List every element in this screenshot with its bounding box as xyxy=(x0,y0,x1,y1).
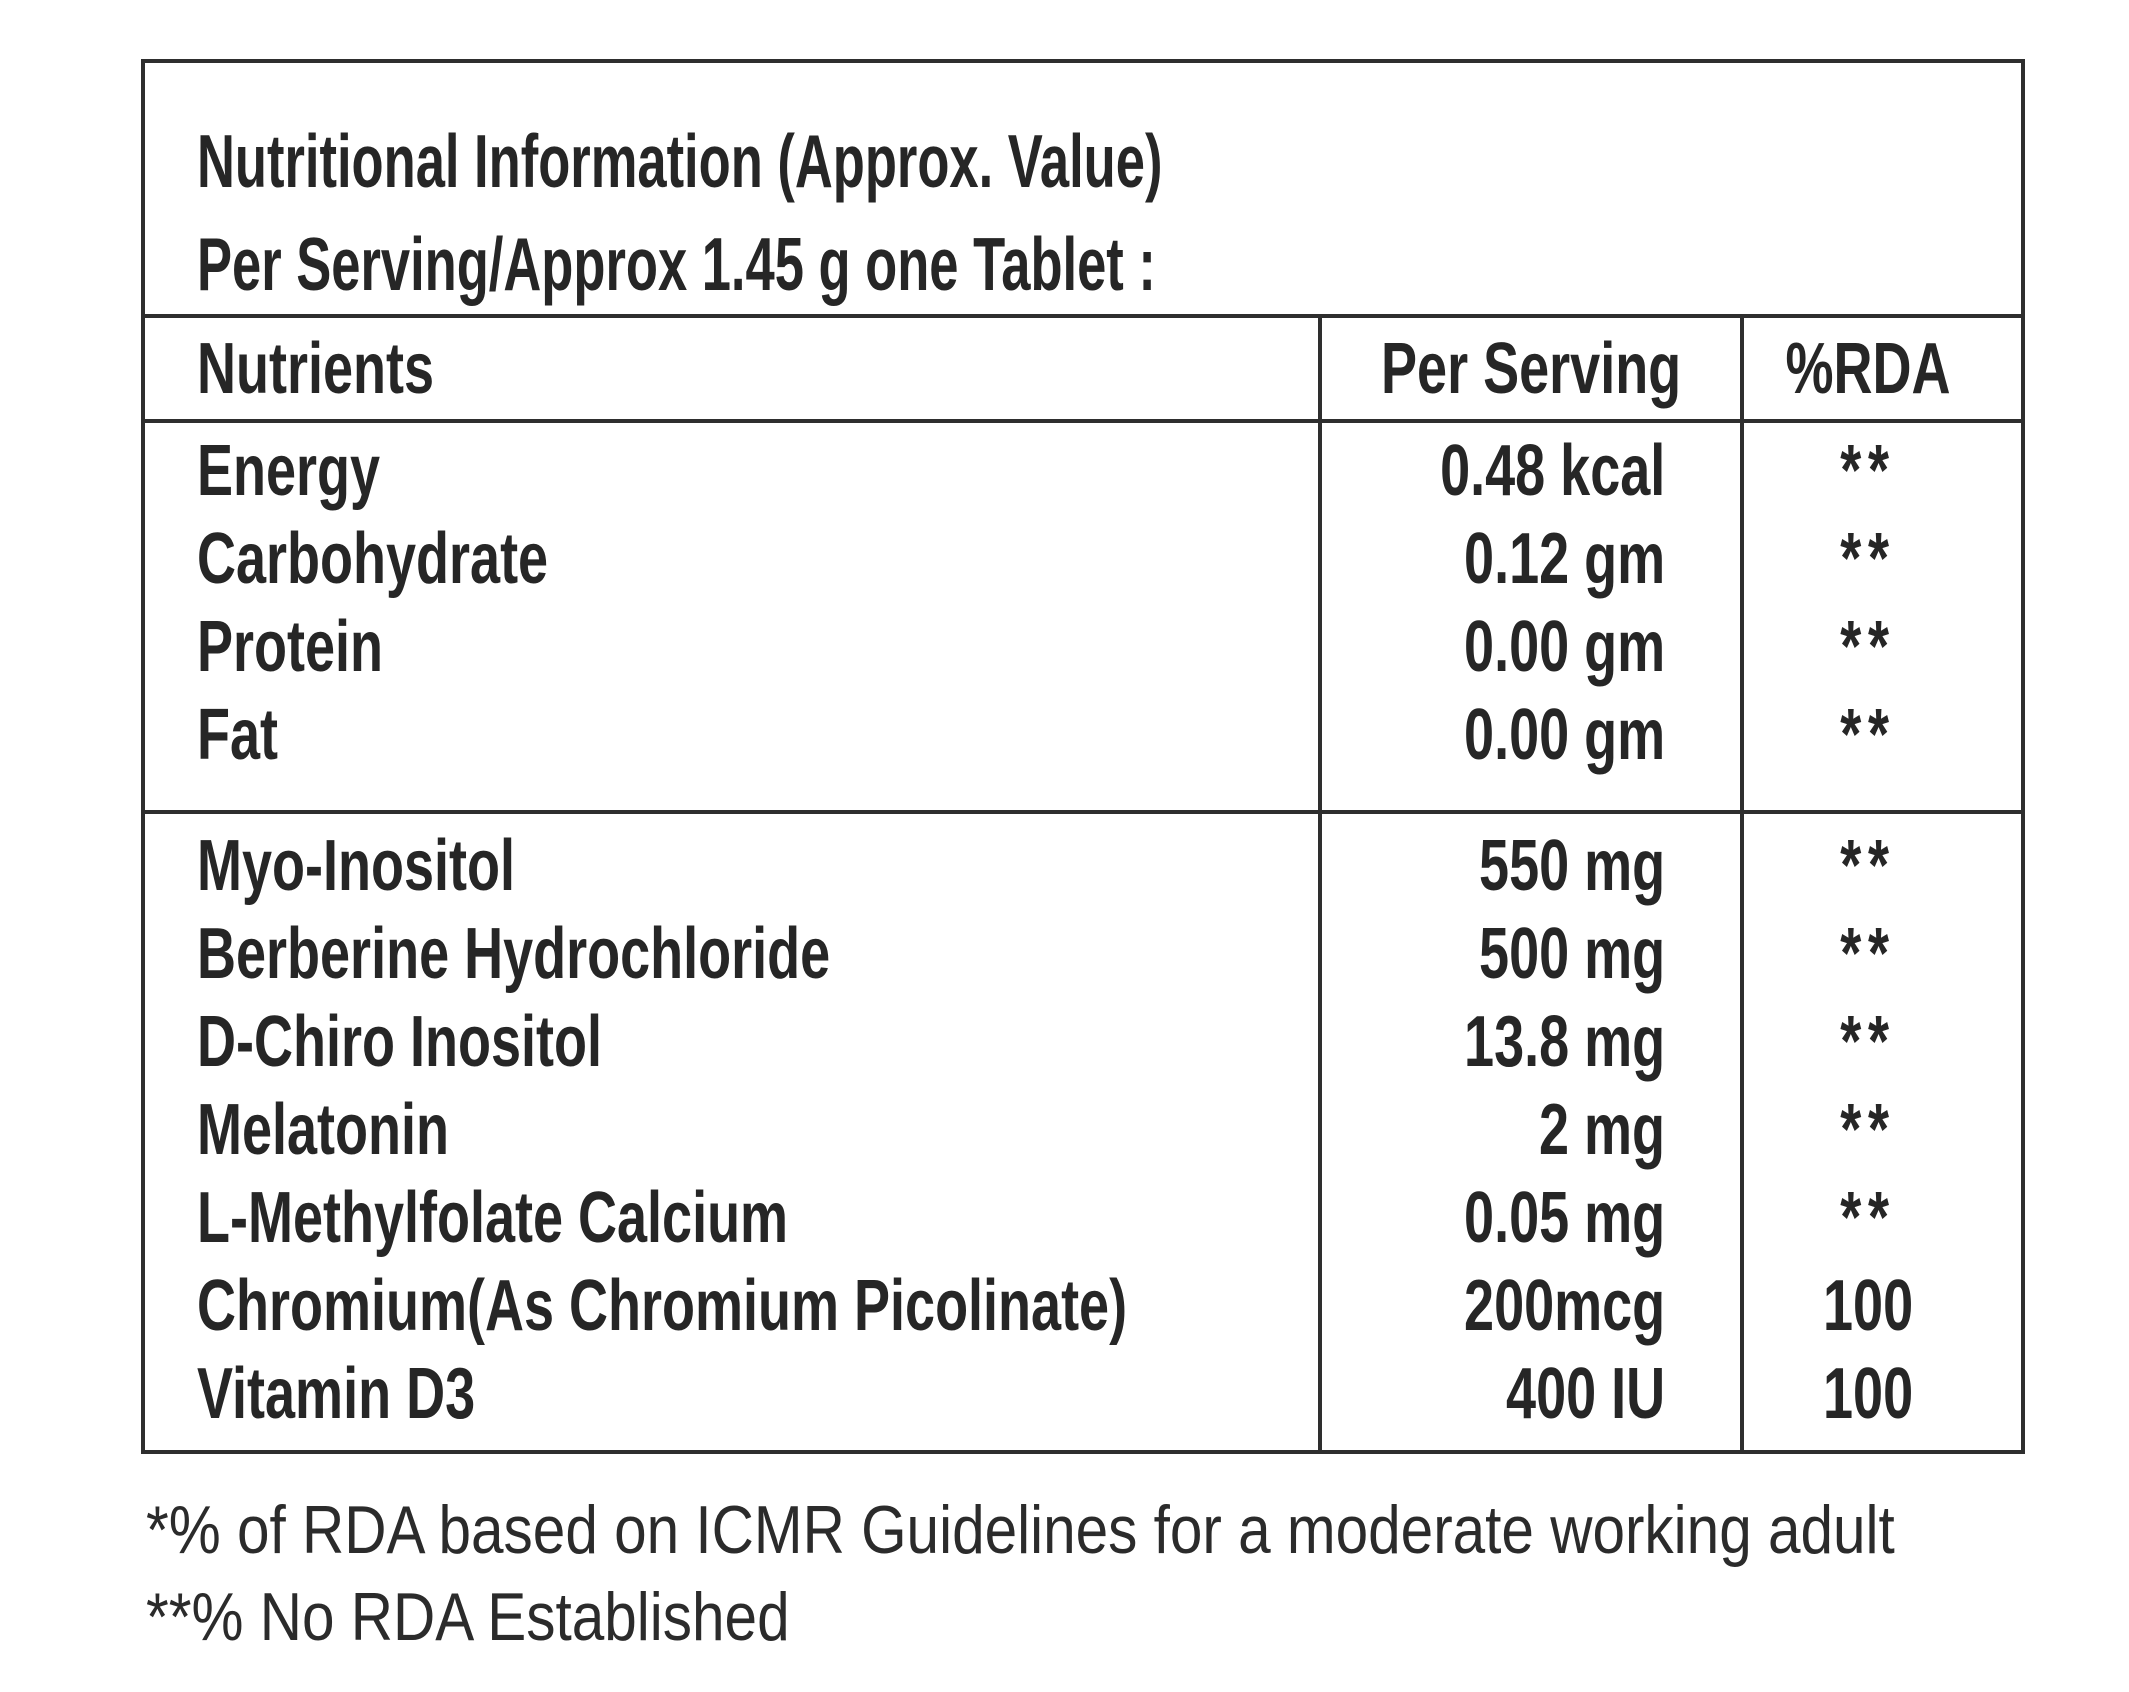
rda-value: ** xyxy=(1840,607,1897,687)
nutrient-name: Vitamin D3 xyxy=(197,1354,476,1434)
nutrient-name: Myo-Inositol xyxy=(197,826,515,906)
rda-value: ** xyxy=(1840,914,1897,994)
rda-value: ** xyxy=(1840,431,1897,511)
rda-value: 100 xyxy=(1823,1266,1914,1346)
per-serving-value: 2 mg xyxy=(1538,1090,1665,1170)
nutrient-name: Chromium(As Chromium Picolinate) xyxy=(197,1266,1128,1346)
footnote-rda-basis: *% of RDA based on ICMR Guidelines for a moderate working adult xyxy=(146,1492,1895,1568)
rda-value: ** xyxy=(1840,519,1897,599)
nutrient-name: Fat xyxy=(197,695,278,775)
nutrient-name: L-Methylfolate Calcium xyxy=(197,1178,789,1258)
per-serving-value: 0.05 mg xyxy=(1463,1178,1665,1258)
nutrition-title xyxy=(197,119,1576,203)
header-rda: %RDA xyxy=(1785,328,1951,409)
per-serving-value: 500 mg xyxy=(1478,914,1665,994)
rda-value: ** xyxy=(1840,1178,1897,1258)
rda-value: ** xyxy=(1840,695,1897,775)
per-serving-value: 550 mg xyxy=(1478,826,1665,906)
nutrient-name: Carbohydrate xyxy=(197,519,549,599)
column-divider-1 xyxy=(1318,318,1322,1450)
per-serving-value: 400 IU xyxy=(1505,1354,1665,1434)
header-per-serving: Per Serving xyxy=(1380,328,1682,409)
per-serving-value: 200mcg xyxy=(1463,1266,1665,1346)
rda-value: ** xyxy=(1840,1090,1897,1170)
nutrient-name: Protein xyxy=(197,607,384,687)
serving-info-text: Per Serving/Approx 1.45 g one Tablet : xyxy=(197,222,1156,306)
serving-info xyxy=(197,222,1567,306)
nutrition-table xyxy=(141,314,2025,1454)
nutrient-name: Melatonin xyxy=(197,1090,449,1170)
footnote-no-rda: **% No RDA Established xyxy=(146,1579,790,1655)
rda-value: ** xyxy=(1840,826,1897,906)
nutrient-name: D-Chiro Inositol xyxy=(197,1002,602,1082)
column-divider-2 xyxy=(1740,318,1744,1450)
rda-value: ** xyxy=(1840,1002,1897,1082)
nutrition-title-text: Nutritional Information (Approx. Value) xyxy=(197,119,1163,203)
per-serving-value: 0.12 gm xyxy=(1463,519,1665,599)
nutrient-name: Energy xyxy=(197,431,381,511)
per-serving-value: 0.48 kcal xyxy=(1439,431,1665,511)
nutrient-name: Berberine Hydrochloride xyxy=(197,914,831,994)
title-box xyxy=(141,59,2025,314)
per-serving-value: 0.00 gm xyxy=(1463,695,1665,775)
rda-value: 100 xyxy=(1823,1354,1914,1434)
header-nutrients: Nutrients xyxy=(197,328,435,409)
per-serving-value: 13.8 mg xyxy=(1463,1002,1665,1082)
per-serving-value: 0.00 gm xyxy=(1463,607,1665,687)
